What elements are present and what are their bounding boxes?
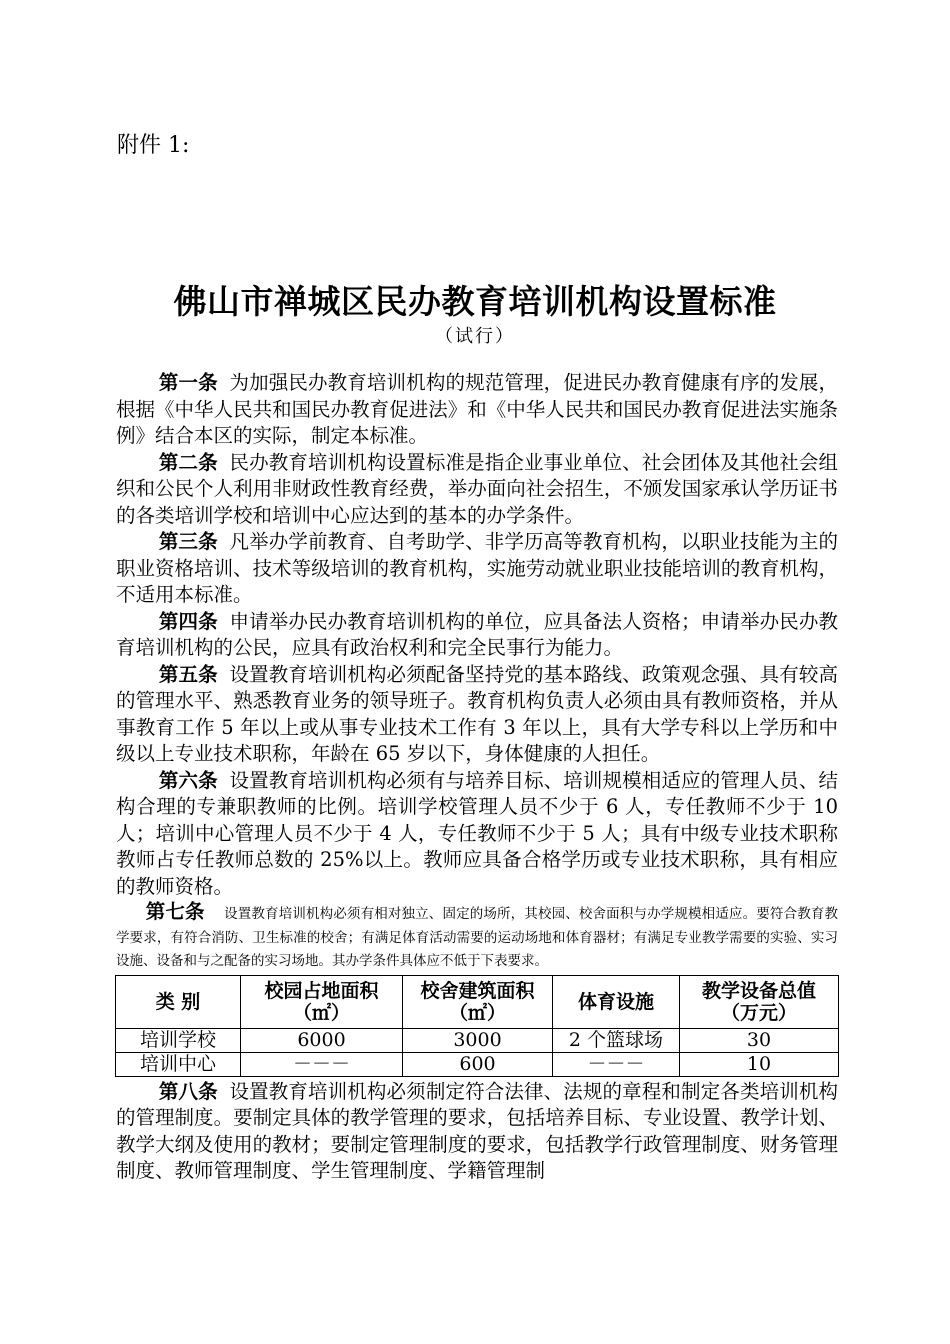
table-header-cell: 体育设施 bbox=[553, 975, 680, 1028]
article-8 bbox=[116, 1079, 838, 1185]
table-cell: 10 bbox=[680, 1052, 839, 1076]
article-label: 第七条 bbox=[145, 900, 205, 923]
table-cell: 3000 bbox=[403, 1028, 553, 1052]
article-label: 第一条 bbox=[158, 371, 218, 394]
article-label: 第五条 bbox=[158, 662, 218, 686]
article-6 bbox=[116, 768, 838, 901]
article-3 bbox=[116, 529, 838, 609]
article-text: 申请举办民办教育培训机构的单位，应具备法人资格；申请举办民办教育培训机构的公民，应具有政治权利和完全民事行为能力。 bbox=[116, 609, 838, 659]
article-2 bbox=[116, 450, 838, 530]
article-1 bbox=[116, 370, 838, 450]
page-subtitle: （试行） bbox=[435, 326, 515, 347]
article-text: 设置教育培训机构必须制定符合法律、法规的章程和制定各类培训机构的管理制度。要制定具体的教学管理的要求，包括培养目标、专业设置、教学计划、教学大纲及使用的教材；要制定管理制度的要求，包括教学行政管理制度、财务管理制度、教师管理制度、学生管理制度、学籍管理制 bbox=[116, 1079, 838, 1182]
facility-requirements-table bbox=[115, 975, 839, 1077]
table-cell: 30 bbox=[680, 1028, 839, 1052]
article-text: 凡举办学前教育、自考助学、非学历高等教育机构，以职业技能为主的职业资格培训、技术等级培训的教育机构，实施劳动就业职业技能培训的教育机构，不适用本标准。 bbox=[116, 530, 838, 606]
table-header-cell: 类 别 bbox=[116, 975, 241, 1028]
table-cell: －－－ bbox=[241, 1052, 403, 1076]
attachment-label: 附件 1: bbox=[117, 133, 190, 158]
article-5 bbox=[116, 662, 838, 768]
table-row bbox=[116, 1028, 839, 1052]
article-text: 设置教育培训机构必须配备坚持党的基本路线、政策观念强、具有较高的管理水平、熟悉教育业务的领导班子。教育机构负责人必须由具有教师资格，并从事教育工作 5 年以上或从事专业技术工作有 3 年以上，具有大学专科以上学历和中级以上专业技术职称，年龄在 65 岁以下，身体健康的人担任。 bbox=[116, 662, 838, 765]
article-label: 第三条 bbox=[158, 530, 218, 553]
article-label: 第四条 bbox=[158, 609, 218, 633]
article-text: 设置教育培训机构必须有相对独立、固定的场所，其校园、校舍面积与办学规模相适应。要符合教育教学要求，有符合消防、卫生标准的校舍；有满足体育活动需要的运动场地和体育器材；有满足专业教学需要的实验、实习设施、设备和与之配备的实习场地。其办学条件具体应不低于下表要求。 bbox=[116, 906, 838, 969]
article-4 bbox=[116, 609, 838, 662]
table-header-cell: 校园占地面积 （㎡） bbox=[241, 975, 403, 1028]
table-cell: 培训学校 bbox=[116, 1028, 241, 1052]
table-cell: 培训中心 bbox=[116, 1052, 241, 1076]
article-7 bbox=[116, 900, 838, 974]
table-cell: －－－ bbox=[553, 1052, 680, 1076]
article-text: 设置教育培训机构必须有与培养目标、培训规模相适应的管理人员、结构合理的专兼职教师的比例。培训学校管理人员不少于 6 人，专任教师不少于 10 人；培训中心管理人员不少于 4 人，专任教师不少于 5 人；具有中级专业技术职称教师占专任教师总数的 25%以上。教师应具备合格学历或专业技术职称，具有相应的教师资格。 bbox=[116, 768, 838, 898]
article-label: 第八条 bbox=[158, 1079, 218, 1103]
article-text: 民办教育培训机构设置标准是指企业事业单位、社会团体及其他社会组织和公民个人利用非财政性教育经费，举办面向社会招生，不颁发国家承认学历证书的各类培训学校和培训中心应达到的基本的办学条件。 bbox=[116, 450, 838, 527]
table-cell: 6000 bbox=[241, 1028, 403, 1052]
document-body bbox=[116, 370, 838, 1185]
table-cell: 2 个篮球场 bbox=[553, 1028, 680, 1052]
article-label: 第二条 bbox=[158, 450, 218, 474]
page-title: 佛山市禅城区民办教育培训机构设置标准 bbox=[173, 282, 777, 321]
table-header-cell: 教学设备总值 （万元） bbox=[680, 975, 839, 1028]
article-text: 为加强民办教育培训机构的规范管理，促进民办教育健康有序的发展，根据《中华人民共和国民办教育促进法》和《中华人民共和国民办教育促进法实施条例》结合本区的实际，制定本标准。 bbox=[116, 371, 838, 447]
article-label: 第六条 bbox=[158, 768, 218, 792]
table-header-cell: 校舍建筑面积 （㎡） bbox=[403, 975, 553, 1028]
table-header-row bbox=[116, 975, 839, 1028]
table-row bbox=[116, 1052, 839, 1076]
table-cell: 600 bbox=[403, 1052, 553, 1076]
